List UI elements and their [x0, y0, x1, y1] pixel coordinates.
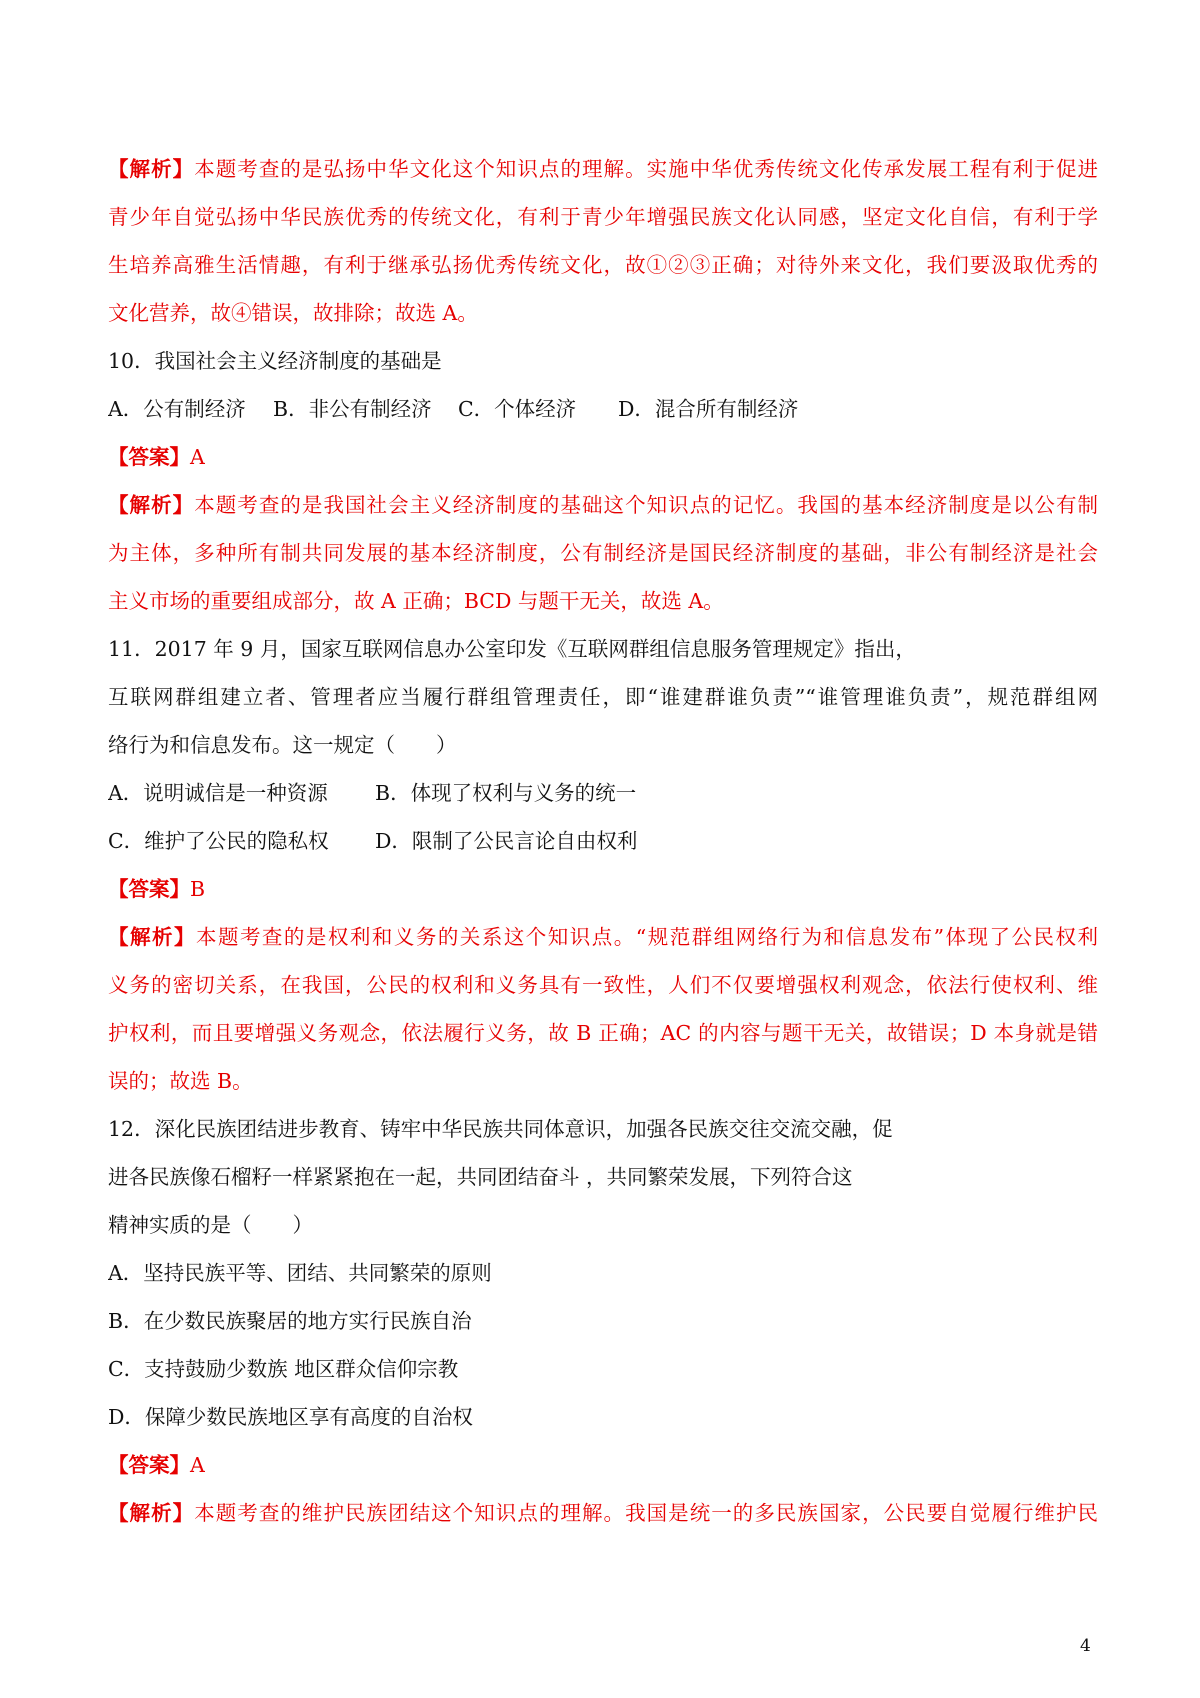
q11-option-d: D．限制了公民言论自由权利 [375, 829, 638, 853]
q9-analysis-line-3: 生培养高雅生活情趣，有利于继承弘扬优秀传统文化，故①②③正确；对待外来文化，我们要汲取优秀的 [108, 253, 1098, 277]
page-number: 4 [1080, 1636, 1091, 1656]
q10-option-d: D．混合所有制经济 [618, 397, 799, 421]
q11-option-a: A．说明诚信是一种资源 [108, 781, 328, 805]
q11-option-c: C．维护了公民的隐私权 [108, 829, 329, 853]
answer-value: A [190, 445, 205, 469]
q10-options [108, 385, 1098, 433]
q10-answer [108, 433, 1098, 481]
q12-option-b: B．在少数民族聚居的地方实行民族自治 [108, 1309, 472, 1333]
q12-option-c: C．支持鼓励少数族 地区群众信仰宗教 [108, 1357, 459, 1381]
q10-option-c: C．个体经济 [458, 397, 577, 421]
q12-analysis-line-1: 【解析】本题考查的维护民族团结这个知识点的理解。我国是统一的多民族国家，公民要自觉履行维护民 [108, 1501, 1098, 1525]
q11-analysis-line-2: 义务的密切关系，在我国，公民的权利和义务具有一致性，人们不仅要增强权利观念，依法行使权利、维 [108, 973, 1098, 997]
q12-option-a: A．坚持民族平等、团结、共同繁荣的原则 [108, 1261, 492, 1285]
q10-stem: 10．我国社会主义经济制度的基础是 [108, 349, 442, 373]
q10-option-b: B．非公有制经济 [273, 397, 432, 421]
analysis-label: 【解析】 [108, 493, 195, 517]
analysis-label: 【解析】 [108, 925, 196, 949]
q12-stem-line-1: 12．深化民族团结进步教育、铸牢中华民族共同体意识，加强各民族交往交流交融，促 [108, 1117, 893, 1141]
q12-stem-line-2: 进各民族像石榴籽一样紧紧抱在一起，共同团结奋斗 ，共同繁荣发展，下列符合这 [108, 1165, 853, 1189]
answer-value: A [190, 1453, 205, 1477]
answer-label: 【答案】 [108, 877, 190, 901]
q11-stem-line-2: 互联网群组建立者、管理者应当履行群组管理责任，即“谁建群谁负责”“谁管理谁负责”，规范群组网 [108, 685, 1098, 709]
q12-answer [108, 1441, 1098, 1489]
q9-analysis-line-4: 文化营养，故④错误，故排除；故选 A。 [108, 301, 478, 325]
q12-stem-line-3: 精神实质的是（ ） [108, 1213, 313, 1237]
q11-option-b: B．体现了权利与义务的统一 [375, 781, 637, 805]
q11-analysis-line-3: 护权利，而且要增强义务观念，依法履行义务，故 B 正确；AC 的内容与题干无关，故错误；D 本身就是错 [108, 1021, 1098, 1045]
q10-analysis-line-1: 【解析】本题考查的是我国社会主义经济制度的基础这个知识点的记忆。我国的基本经济制度是以公有制 [108, 493, 1098, 517]
answer-value: B [190, 877, 206, 901]
q11-options-row-1 [108, 769, 1098, 817]
q10-analysis-line-3: 主义市场的重要组成部分，故 A 正确；BCD 与题干无关，故选 A。 [108, 589, 724, 613]
analysis-label: 【解析】 [108, 1501, 195, 1525]
q9-analysis-line-2: 青少年自觉弘扬中华民族优秀的传统文化，有利于青少年增强民族文化认同感，坚定文化自信，有利于学 [108, 205, 1098, 229]
q10-analysis-line-2: 为主体，多种所有制共同发展的基本经济制度，公有制经济是国民经济制度的基础，非公有制经济是社会 [108, 541, 1098, 565]
q9-analysis-line-1: 【解析】本题考查的是弘扬中华文化这个知识点的理解。实施中华优秀传统文化传承发展工程有利于促进 [108, 157, 1098, 181]
answer-label: 【答案】 [108, 445, 190, 469]
q11-analysis-line-1: 【解析】本题考查的是权利和义务的关系这个知识点。“规范群组网络行为和信息发布”体现了公民权利 [108, 925, 1098, 949]
page-content [108, 145, 1098, 1537]
q11-stem-line-3: 络行为和信息发布。这一规定（ ） [108, 733, 457, 757]
q11-analysis-line-4: 误的；故选 B。 [108, 1069, 253, 1093]
q11-stem-line-1: 11．2017 年 9 月，国家互联网信息办公室印发《互联网群组信息服务管理规定》指出， [108, 637, 916, 661]
q11-answer [108, 865, 1098, 913]
q11-options-row-2 [108, 817, 1098, 865]
answer-label: 【答案】 [108, 1453, 190, 1477]
q12-option-d: D．保障少数民族地区享有高度的自治权 [108, 1405, 473, 1429]
q10-option-a: A．公有制经济 [108, 397, 246, 421]
analysis-label: 【解析】 [108, 157, 195, 181]
